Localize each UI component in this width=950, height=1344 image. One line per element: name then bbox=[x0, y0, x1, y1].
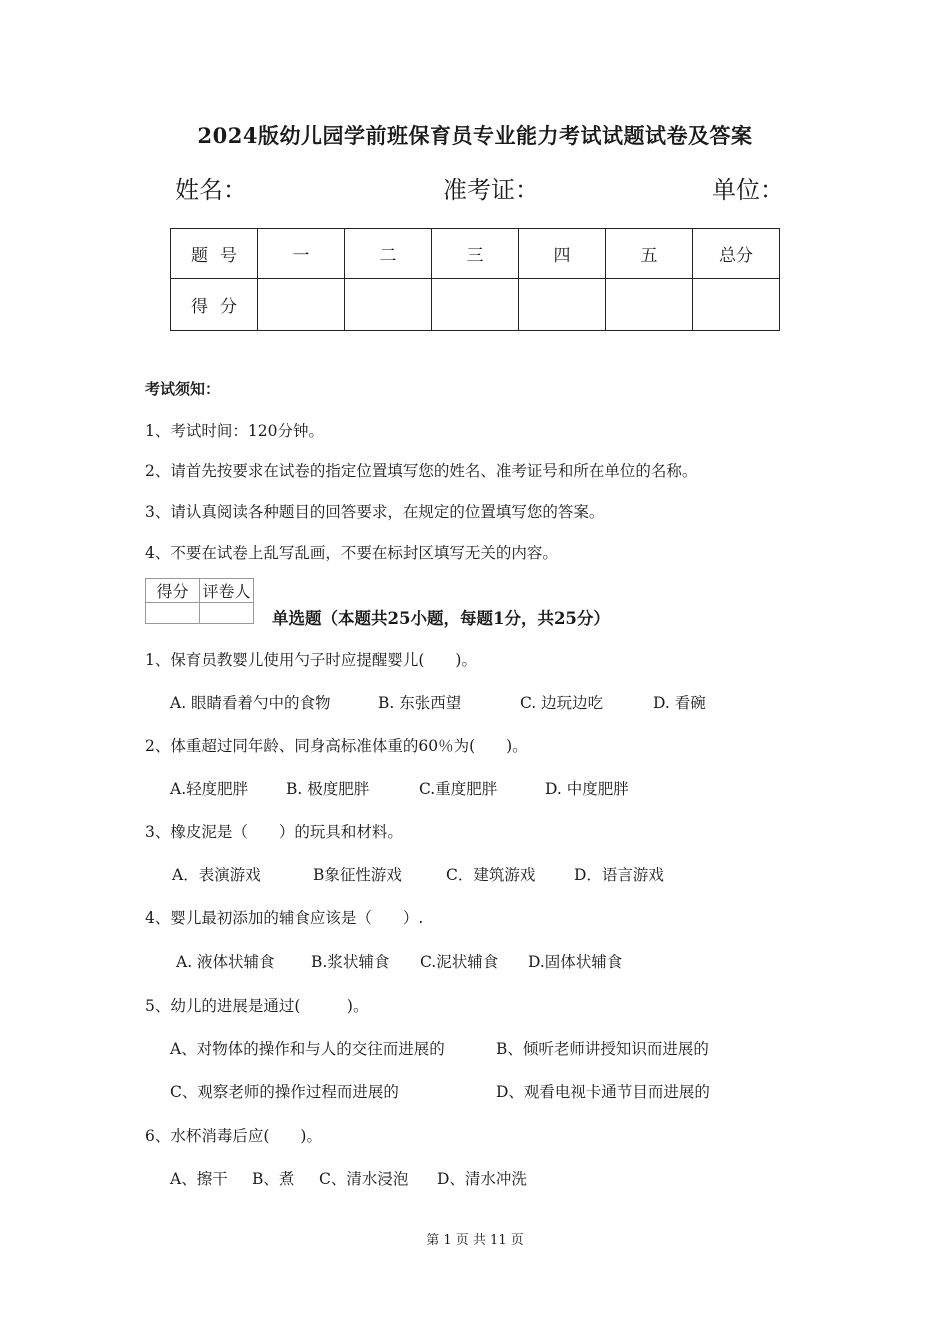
score-column-header: 四 bbox=[519, 229, 606, 279]
question-option: C.泥状辅食 bbox=[420, 953, 499, 971]
score-table-header-row bbox=[171, 229, 780, 279]
score-table-score-row bbox=[171, 279, 780, 331]
question-stem: 3、橡皮泥是（ ）的玩具和材料。 bbox=[145, 823, 403, 841]
question-stem: 2、体重超过同年龄、同身高标准体重的60％为( )。 bbox=[145, 737, 528, 755]
grader-score-cell[interactable] bbox=[146, 603, 200, 624]
question-option: C、清水浸泡 bbox=[319, 1170, 409, 1188]
unit-field-label: 单位： bbox=[712, 176, 784, 204]
score-cell[interactable] bbox=[606, 279, 693, 331]
grader-name-cell[interactable] bbox=[200, 603, 254, 624]
grader-name-label: 评卷人 bbox=[200, 579, 254, 603]
notice-item: 2、请首先按要求在试卷的指定位置填写您的姓名、准考证号和所在单位的名称。 bbox=[145, 462, 698, 480]
grader-box bbox=[145, 578, 254, 624]
question-option: B象征性游戏 bbox=[313, 866, 402, 884]
question-option: C．建筑游戏 bbox=[446, 866, 536, 884]
question-stem: 5、幼儿的进展是通过( )。 bbox=[145, 997, 369, 1015]
question-option: A、擦干 bbox=[170, 1170, 228, 1188]
score-column-header: 五 bbox=[606, 229, 693, 279]
question-option: B、煮 bbox=[252, 1170, 295, 1188]
question-stem: 4、婴儿最初添加的辅食应该是（ ）. bbox=[145, 909, 424, 927]
question-option: B. 极度肥胖 bbox=[286, 780, 370, 798]
exam-id-field-label: 准考证： bbox=[443, 176, 539, 204]
question-option: C. 边玩边吃 bbox=[520, 694, 604, 712]
question-option: D. 看碗 bbox=[653, 694, 706, 712]
score-column-header: 二 bbox=[345, 229, 432, 279]
question-option: C.重度肥胖 bbox=[419, 780, 498, 798]
notice-item: 4、不要在试卷上乱写乱画，不要在标封区填写无关的内容。 bbox=[145, 544, 558, 562]
score-column-header: 一 bbox=[258, 229, 345, 279]
section-title: 单选题（本题共25小题，每题1分，共25分） bbox=[272, 609, 610, 628]
score-table bbox=[170, 228, 780, 331]
question-option: A.轻度肥胖 bbox=[170, 780, 249, 798]
name-field-label: 姓名： bbox=[175, 176, 247, 204]
question-option: B、倾听老师讲授知识而进展的 bbox=[496, 1040, 709, 1058]
notice-item: 1、考试时间：120分钟。 bbox=[145, 422, 324, 440]
question-option: A. 液体状辅食 bbox=[176, 953, 275, 971]
question-option: D、观看电视卡通节目而进展的 bbox=[496, 1083, 710, 1101]
score-cell[interactable] bbox=[432, 279, 519, 331]
question-option: D. 中度肥胖 bbox=[545, 780, 629, 798]
score-label: 得分 bbox=[171, 279, 258, 331]
grader-score-label: 得分 bbox=[146, 579, 200, 603]
page-number: 第 1 页 共 11 页 bbox=[426, 1233, 524, 1248]
question-option: D．语言游戏 bbox=[574, 866, 664, 884]
score-cell[interactable] bbox=[519, 279, 606, 331]
question-stem: 6、水杯消毒后应( )。 bbox=[145, 1127, 322, 1145]
question-number-label: 题号 bbox=[171, 229, 258, 279]
question-option: B.浆状辅食 bbox=[311, 953, 390, 971]
score-cell[interactable] bbox=[345, 279, 432, 331]
question-option: B. 东张西望 bbox=[378, 694, 462, 712]
notice-item: 3、请认真阅读各种题目的回答要求，在规定的位置填写您的答案。 bbox=[145, 503, 605, 521]
question-option: D.固体状辅食 bbox=[528, 953, 623, 971]
score-column-header: 总分 bbox=[693, 229, 780, 279]
question-option: D、清水冲洗 bbox=[437, 1170, 527, 1188]
document-title: 2024版幼儿园学前班保育员专业能力考试试题试卷及答案 bbox=[197, 123, 753, 148]
question-option: A．表演游戏 bbox=[172, 866, 261, 884]
score-column-header: 三 bbox=[432, 229, 519, 279]
question-option: C、观察老师的操作过程而进展的 bbox=[170, 1083, 399, 1101]
score-cell[interactable] bbox=[693, 279, 780, 331]
question-option: A、对物体的操作和与人的交往而进展的 bbox=[170, 1040, 445, 1058]
score-cell[interactable] bbox=[258, 279, 345, 331]
notice-title: 考试须知： bbox=[145, 380, 221, 398]
question-option: A. 眼睛看着勺中的食物 bbox=[170, 694, 331, 712]
question-stem: 1、保育员教婴儿使用勺子时应提醒婴儿( )。 bbox=[145, 651, 477, 669]
